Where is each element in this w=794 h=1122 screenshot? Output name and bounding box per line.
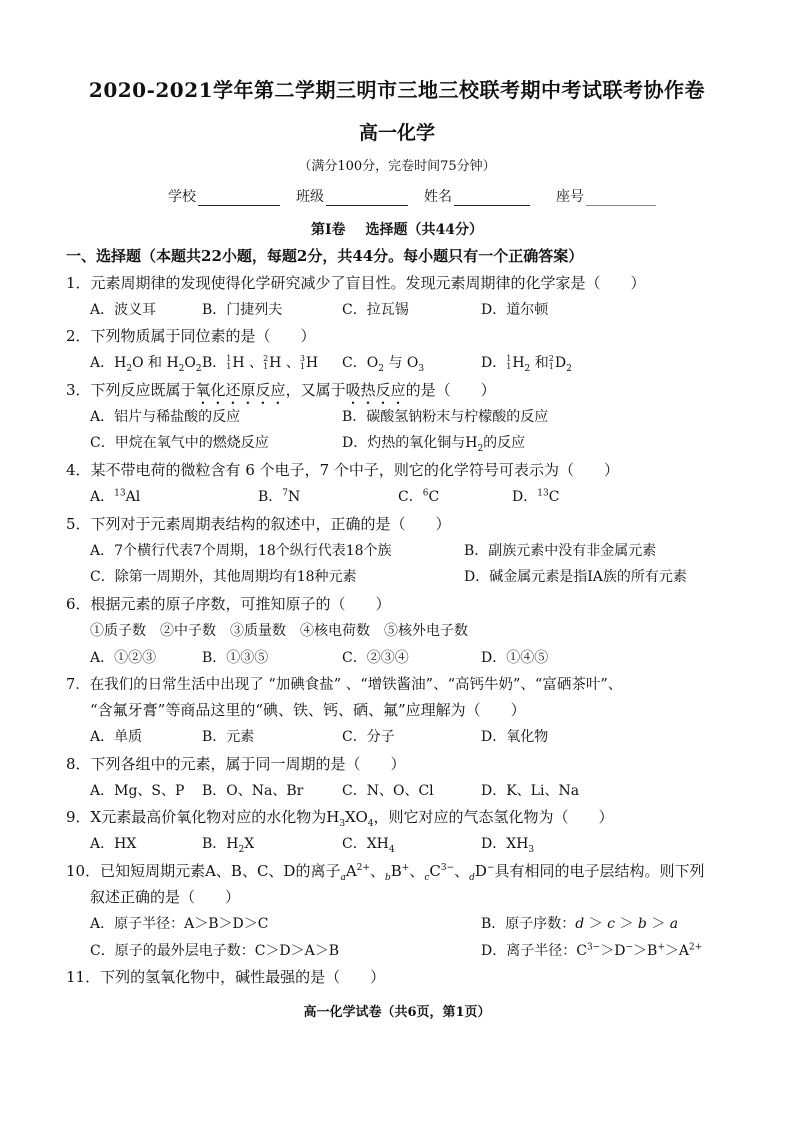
exam-title: 2020-2021学年第二学期三明市三地三校联考期中考试联考协作卷 (88, 78, 706, 102)
q3-option-c: C．甲烷在氧气中的燃烧反应 (90, 435, 269, 451)
q5-option-b: B．副族元素中没有非金属元素 (464, 543, 657, 559)
question-4-stem: 4．某不带电荷的微粒含有 6 个电子，7 个中子，则它的化学符号可表示为（ ） (66, 461, 619, 479)
q7-option-a: A．单质 (90, 729, 143, 745)
q10-option-d: D．离子半径：$C^{3-}>D^->B^+>A^{2+}$ (481, 942, 703, 959)
q1-option-b: B．门捷列夫 (202, 302, 283, 318)
q6-items: ①质子数 ②中子数 ③质量数 ④核电荷数 ⑤核外电子数 (90, 623, 468, 639)
q6-option-d: D．①④⑤ (481, 650, 549, 666)
question-9-stem: 9．X元素最高价氧化物对应的水化物为$H_3XO_4$，则它对应的气态氢化物为（ ） (66, 808, 614, 829)
q8-option-d: D．K、Li、Na (481, 783, 580, 799)
q9-option-c: C．$XH_4$ (342, 836, 395, 855)
q1-option-a: A．波义耳 (90, 302, 157, 318)
exam-subject: 高一化学 (358, 122, 435, 144)
exam-note: （满分100分，完卷时间75分钟） (298, 159, 496, 174)
q5-option-a: A．7个横行代表7个周期，18个纵行代表18个族 (90, 543, 392, 559)
question-3-stem: 3．下列反应既属于氧化还原反应，又属于吸热反应的是（ ） (66, 381, 496, 399)
q6-option-b: B．①③⑤ (202, 650, 269, 666)
question-10-stem: 10．已知短周期元素A、B、C、D的离子$_aA^{2+}$、$_b$B+、$_cC^{3-}$、$_d$D−具有相同的电子层结构。则下列 (66, 862, 705, 883)
q10-option-c: C．原子的最外层电子数：C＞D＞A＞B (90, 943, 340, 959)
q6-option-c: C．②③④ (342, 650, 409, 666)
q8-option-c: C．N、O、Cl (342, 783, 434, 799)
seat-field[interactable]: 座号 (556, 186, 656, 206)
q1-option-d: D．道尔顿 (481, 302, 549, 318)
q7-option-d: D．氧化物 (481, 729, 549, 745)
school-field[interactable]: 学校 (168, 186, 280, 206)
question-11-stem: 11．下列的氢氧化物中，碱性最强的是（ ） (66, 968, 386, 986)
q7-option-c: C．分子 (342, 729, 395, 745)
q6-option-a: A．①②③ (90, 650, 157, 666)
q4-option-c: C．$^6$C (398, 488, 440, 505)
q4-option-b: B．$^7$N (258, 488, 301, 505)
question-1-stem: 1．元素周期律的发现使得化学研究减少了盲目性。发现元素周期律的化学家是（ ） (66, 274, 646, 292)
q3-option-b: B．碳酸氢钠粉末与柠檬酸的反应 (342, 409, 549, 425)
q5-option-d: D．碱金属元素是指ⅠA族的所有元素 (464, 569, 687, 585)
question-10-stem-line2: 叙述正确的是（ ） (90, 888, 241, 906)
q3-option-a: A．铝片与稀盐酸的反应 (90, 409, 241, 425)
q4-option-a: A．$^{13}$Al (90, 488, 141, 505)
question-7-stem-line2: “含氟牙膏”等商品这里的“碘、铁、钙、硒、氟”应理解为（ ） (90, 701, 526, 719)
q2-option-d: D． 1 1 $H_2$ 和 2 1 $D_2$ (481, 354, 572, 374)
question-7-stem-line1: 7．在我们的日常生活中出现了 “加碘食盐” 、“增铁酱油”、“高钙牛奶”、“富硒茶叶”、 (66, 677, 623, 693)
q10-option-b: B．原子序数：d ＞ c ＞ b ＞ a (481, 916, 679, 932)
q9-option-d: D．$XH_3$ (481, 836, 535, 855)
q2-option-b: B． 1 1 H 、 2 1 H 、 3 1 H (202, 354, 319, 371)
question-8-stem: 8．下列各组中的元素，属于同一周期的是（ ） (66, 755, 406, 773)
q1-option-c: C．拉瓦锡 (342, 302, 409, 318)
page-footer: 高一化学试卷（共6页，第1页） (303, 1005, 491, 1020)
section-title: 第Ⅰ卷 选择题（共44分） (310, 222, 484, 238)
q8-option-b: B．O、Na、Br (202, 783, 304, 799)
class-field[interactable]: 班级 (296, 186, 408, 206)
question-5-stem: 5．下列对于元素周期表结构的叙述中，正确的是（ ） (66, 515, 451, 533)
q8-option-a: A．Mg、S、P (90, 783, 185, 799)
name-field[interactable]: 姓名 (424, 186, 530, 206)
q2-option-a: A．$H_2O$ 和 $H_2O_2$ (90, 355, 202, 374)
q7-option-b: B．元素 (202, 729, 255, 745)
q4-option-d: D．$^{13}$C (512, 488, 560, 505)
student-info-fields (168, 186, 656, 206)
part-heading: 一、选择题（本题共22小题，每题2分，共44分。每小题只有一个正确答案） (66, 247, 584, 265)
q10-option-a: A．原子半径：A＞B＞D＞C (90, 916, 269, 932)
q9-option-a: A．HX (90, 836, 137, 852)
q9-option-b: B．$H_2X$ (202, 836, 255, 855)
q2-option-c: C．$O_2$ 与 $O_3$ (342, 355, 425, 374)
q5-option-c: C．除第一周期外，其他周期均有18种元素 (90, 569, 357, 585)
q3-option-d: D．灼热的氧化铜与$H_2$的反应 (342, 435, 526, 454)
question-2-stem: 2．下列物质属于同位素的是（ ） (66, 327, 316, 345)
question-6-stem: 6．根据元素的原子序数，可推知原子的（ ） (66, 595, 391, 613)
